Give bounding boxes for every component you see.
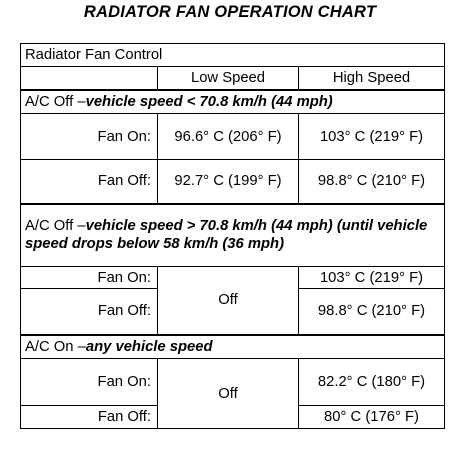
row-label: Fan Off: (21, 160, 158, 204)
row-label: Fan On: (21, 114, 158, 160)
table-caption: Radiator Fan Control (21, 44, 445, 67)
row-label: Fan Off: (21, 406, 158, 429)
section-prefix: A/C Off – (25, 93, 86, 110)
high-speed-value: 98.8° C (210° F) (299, 160, 445, 204)
section-condition: any vehicle speed (85, 338, 213, 355)
section-header (21, 90, 445, 114)
high-speed-value: 103° C (219° F) (299, 114, 445, 160)
section-header-row (21, 90, 445, 114)
section-condition: vehicle speed > 70.8 km/h (44 mph) (until vehicle speed drops below 58 km/h (36 mph) (25, 218, 428, 253)
section-header-row (21, 204, 445, 267)
low-speed-value: Off (158, 359, 299, 429)
section-prefix: A/C On – (25, 338, 86, 355)
header-blank (21, 67, 158, 90)
header-low-speed: Low Speed (158, 67, 299, 90)
column-header-row (21, 67, 445, 90)
high-speed-value: 82.2° C (180° F) (299, 359, 445, 406)
table-row (21, 160, 445, 204)
section-header (21, 335, 445, 359)
header-high-speed: High Speed (299, 67, 445, 90)
high-speed-value: 80° C (176° F) (299, 406, 445, 429)
section-header (21, 204, 445, 267)
table-row (21, 359, 445, 406)
radiator-fan-table (20, 43, 445, 429)
table-row (21, 267, 445, 289)
section-prefix: A/C Off – (25, 218, 86, 235)
high-speed-value: 98.8° C (210° F) (299, 289, 445, 335)
caption-row (21, 44, 445, 67)
row-label: Fan Off: (21, 289, 158, 335)
section-header-row (21, 335, 445, 359)
table-row (21, 114, 445, 160)
chart-title: RADIATOR FAN OPERATION CHART (83, 3, 377, 21)
row-label: Fan On: (21, 359, 158, 406)
low-speed-value: 96.6° C (206° F) (158, 114, 299, 160)
low-speed-value: Off (158, 267, 299, 335)
section-condition: vehicle speed < 70.8 km/h (44 mph) (85, 93, 333, 110)
row-label: Fan On: (21, 267, 158, 289)
low-speed-value: 92.7° C (199° F) (158, 160, 299, 204)
high-speed-value: 103° C (219° F) (299, 267, 445, 289)
